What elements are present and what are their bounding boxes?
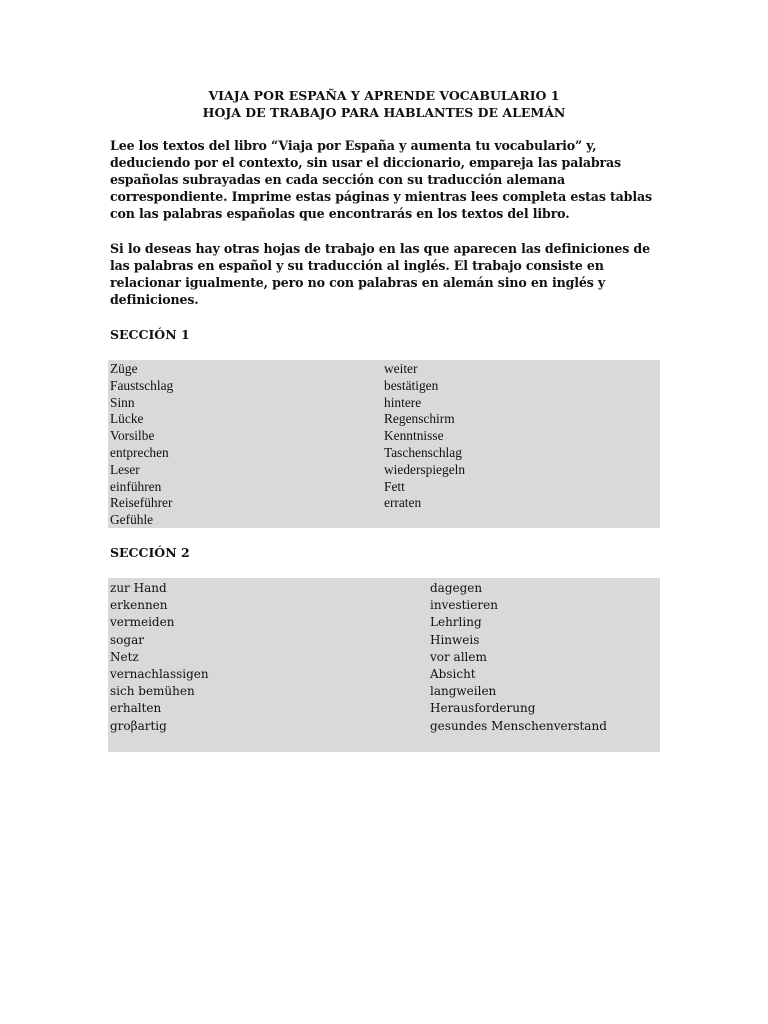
instructions-paragraph: Lee los textos del libro “Viaja por España y aumenta tu vocabulario” y, deduciendo por el contexto, sin usar el diccionario, empareja las palabras españolas subrayadas en cada sección con su traducción alemana correspondiente. Imprime estas páginas y mientras lees completa estas tablas con las palabras españolas que encontrarás en los textos del libro. (110, 138, 652, 221)
word-cell: dagegen (430, 581, 483, 595)
word-cell: Regenschirm (384, 411, 455, 427)
word-cell: entprechen (110, 444, 169, 460)
word-cell: Züge (110, 361, 138, 376)
document-title: VIAJA POR ESPAÑA Y APRENDE VOCABULARIO 1 (208, 88, 560, 103)
word-cell: Netz (110, 649, 139, 664)
word-cell: erraten (384, 495, 422, 511)
word-cell: investieren (430, 598, 498, 613)
word-cell: Absicht (430, 667, 476, 682)
word-cell: einführen (110, 478, 162, 494)
word-cell: Herausforderung (430, 701, 536, 716)
word-cell: Gefühle (110, 512, 154, 528)
word-cell: vermeiden (110, 615, 175, 630)
word-cell: wiederspiegeln (384, 461, 466, 477)
section-2-right-column (430, 578, 607, 735)
word-cell: Taschenschlag (384, 444, 462, 460)
section-1-left-column (110, 360, 173, 529)
section-2-word-table (108, 578, 660, 752)
word-cell: erkennen (110, 598, 168, 613)
word-cell: weiter (384, 361, 418, 376)
word-cell: Lücke (110, 411, 144, 427)
word-cell: gesundes Menschenverstand (430, 718, 607, 733)
word-cell: Hinweis (430, 632, 480, 647)
word-cell: Fett (384, 478, 405, 494)
section-2-left-column (110, 578, 209, 735)
alternative-worksheets-paragraph: Si lo deseas hay otras hojas de trabajo en las que aparecen las definiciones de las palabras en español y su traducción al inglés. El trabajo consiste en relacionar igualmente, pero no con palabras en alemán sino en inglés y definiciones. (110, 241, 650, 307)
document-subtitle: HOJA DE TRABAJO PARA HABLANTES DE ALEMÁN (202, 105, 566, 120)
word-cell: Leser (110, 461, 140, 477)
word-cell: sogar (110, 632, 144, 647)
word-cell: bestätigen (384, 377, 439, 393)
word-cell: hintere (384, 394, 422, 410)
section-1-word-table (108, 360, 660, 528)
word-cell: erhalten (110, 701, 162, 716)
word-cell: groβartig (110, 718, 167, 733)
word-cell: sich bemühen (110, 684, 195, 699)
word-cell: langweilen (430, 684, 497, 699)
word-cell: zur Hand (110, 581, 167, 595)
word-cell: Kenntnisse (384, 428, 444, 444)
word-cell: Reiseführer (110, 495, 173, 511)
word-cell: Vorsilbe (110, 428, 155, 444)
word-cell: Lehrling (430, 615, 482, 630)
section-2-heading: SECCIÓN 2 (110, 545, 190, 560)
word-cell: vor allem (430, 649, 487, 664)
word-cell: Sinn (110, 394, 135, 410)
section-1-heading: SECCIÓN 1 (110, 327, 190, 342)
section-1-right-column (384, 360, 465, 512)
word-cell: Faustschlag (110, 377, 174, 393)
word-cell: vernachlassigen (110, 667, 209, 682)
